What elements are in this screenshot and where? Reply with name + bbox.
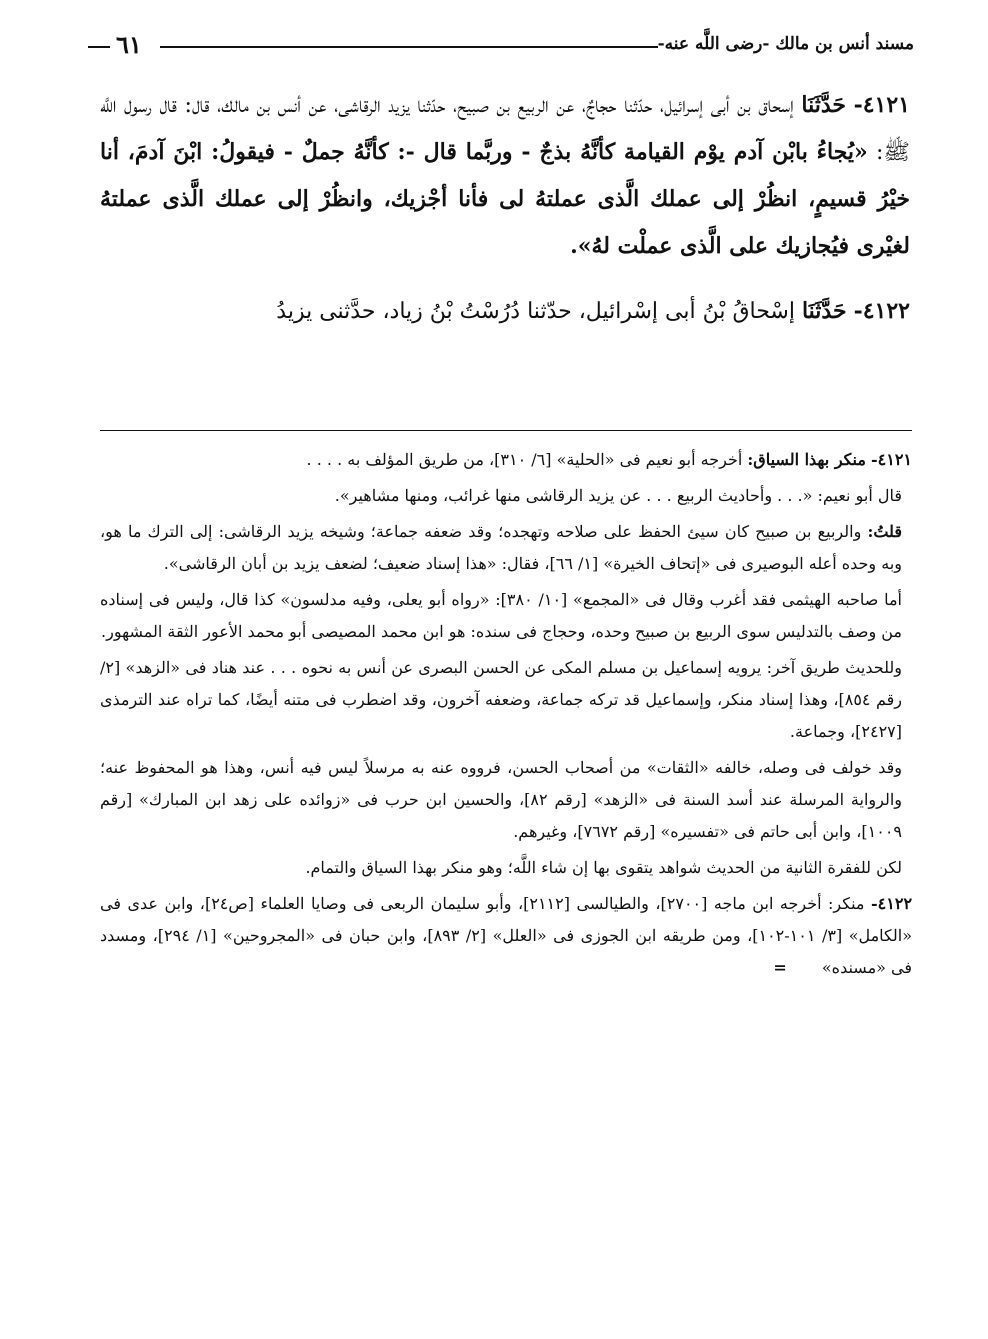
page-header xyxy=(88,30,914,66)
hadith-lead: حَدَّثَنَا xyxy=(801,92,846,118)
hadith-lead: حَدَّثَنَا xyxy=(801,298,847,324)
hadith-isnad: إسْحاقُ بْنُ أبى إسْرائيل، حدّثنا دُرُسْتُ بْنُ زياد، حدَّثنى يزيدُ xyxy=(276,299,795,324)
qult-text: والربيع بن صبيح كان سيئ الحفظ على صلاحه وتهجده؛ وقد ضعفه جماعة؛ وشيخه يزيد الرقاشى: إلى الترك ما هو، وبه وحده أعله البوصيرى فى «إتحاف الخيرة» [١/ ٦٦]، فقال: «هذا إسناد ضعيف؛ لضعف يزيد بن أبان الرقاشى». xyxy=(100,522,902,573)
footnote-paragraph xyxy=(100,516,912,580)
footnote-paragraph: لكن للفقرة الثانية من الحديث شواهد يتقوى بها إن شاء اللَّه؛ وهو منكر بهذا السياق والتمام. xyxy=(305,858,902,877)
hadith-number: ٤١٢٢- xyxy=(853,298,910,324)
hadith-matn: «يُجاءُ بابْن آدم يوْم القيامة كأنَّهُ بذجٌ - وربَّما قال -: كأنَّهُ جملٌ - فيقولُ: ابْنَ آدمَ، أنا خيْرُ قسيمٍ، انظُرْ إلى عملك الَّذى عملتهُ لى فأنا أجْزيك، وانظُرْ إلى عملك الَّذى عملتهُ لغيْرى فيُجازيك على الَّذى عملْت لهُ». xyxy=(100,139,910,259)
footnote-number: ٤١٢١- xyxy=(870,450,912,469)
page-number: ٦١ xyxy=(116,30,142,59)
hadith-number: ٤١٢١- xyxy=(853,92,910,118)
hadith-4122 xyxy=(100,288,910,335)
footnote-text: أخرجه أبو نعيم فى «الحلية» [٦/ ٣١٠]، من طريق المؤلف به . . . . xyxy=(306,450,743,469)
footnote-paragraph: أما صاحبه الهيثمى فقد أغرب وقال فى «المجمع» [١٠/ ٣٨٠]: «رواه أبو يعلى، وفيه مدلسون» كذا قال، وليس فى إسناده من وصف بالتدليس سوى الربيع بن صبيح وحده، وحجاج فى سنده: هو ابن محمد المصيصى أبو محمد الأعور الثقة المشهور. xyxy=(100,590,902,641)
main-text xyxy=(100,82,910,335)
hadith-isnad: إسحاق بن أبى إسرائيل، حدّثنا حجاجٌ، عن الربيع بن صبيح، حدّثنا يزيد الرقاشى، عن أنس بن مالك، قال: قال رسول اللَّه ﷺ: xyxy=(100,93,910,165)
footnote-paragraph: وللحديث طريق آخر: يرويه إسماعيل بن مسلم المكى عن الحسن البصرى عن أنس به نحوه . . . عند هناد فى «الزهد» [٢/ رقم ٨٥٤]، وهذا إسناد منكر، وإسماعيل قد تركه جماعة، وضعفه آخرون، وقد اضطرب فى متنه أيضًا، كما تراه عند الترمذى [٢٤٢٧]، وجماعة. xyxy=(100,658,903,741)
footnote-separator xyxy=(100,430,912,431)
header-rule xyxy=(180,46,658,48)
running-title: مسند أنس بن مالك -رضى اللَّه عنه- xyxy=(657,34,914,54)
footnote-4122 xyxy=(100,888,912,984)
footnote-number: ٤١٢٢- xyxy=(871,894,913,913)
footnote-text: منكر: أخرجه ابن ماجه [٢٧٠٠]، والطيالسى [٢١١٢]، وأبو سليمان الربعى فى وصايا العلماء [ص٢٤]، وابن عدى فى «الكامل» [٣/ ١٠١-١٠٢]، ومن طريقه ابن الجوزى فى «العلل» [٢/ ٨٩٣]، وابن حبان فى «المجروحين» [١/ ٢٩٤]، ومسدد فى «مسنده» xyxy=(100,894,913,977)
page-number-dash-left xyxy=(88,46,110,48)
footnote-paragraph: قال أبو نعيم: «. . . وأحاديث الربيع . . . عن يزيد الرقاشى منها غرائب، ومنها مشاهير». xyxy=(334,486,902,505)
footnote-4121 xyxy=(100,444,912,476)
footnotes xyxy=(100,444,912,988)
continuation-mark: = xyxy=(773,958,787,977)
qult-label: قلتُ: xyxy=(867,522,902,541)
footnote-paragraph: وقد خولف فى وصله، خالفه «الثقات» من أصحاب الحسن، فرووه عنه به مرسلاً ليس فيه أنس، وهذا هو المحفوظ عنه؛ والرواية المرسلة عند أسد السنة فى «الزهد» [رقم ٨٢]، والحسين ابن حرب فى «زوائده على زهد ابن المبارك» [رقم ١٠٠٩]، وابن أبى حاتم فى «تفسيره» [رقم ٧٦٧٢]، وغيرهم. xyxy=(100,758,902,841)
footnote-grade: منكر بهذا السياق: xyxy=(747,450,866,469)
hadith-4121 xyxy=(100,82,910,270)
page-number-dash-right xyxy=(160,46,182,48)
